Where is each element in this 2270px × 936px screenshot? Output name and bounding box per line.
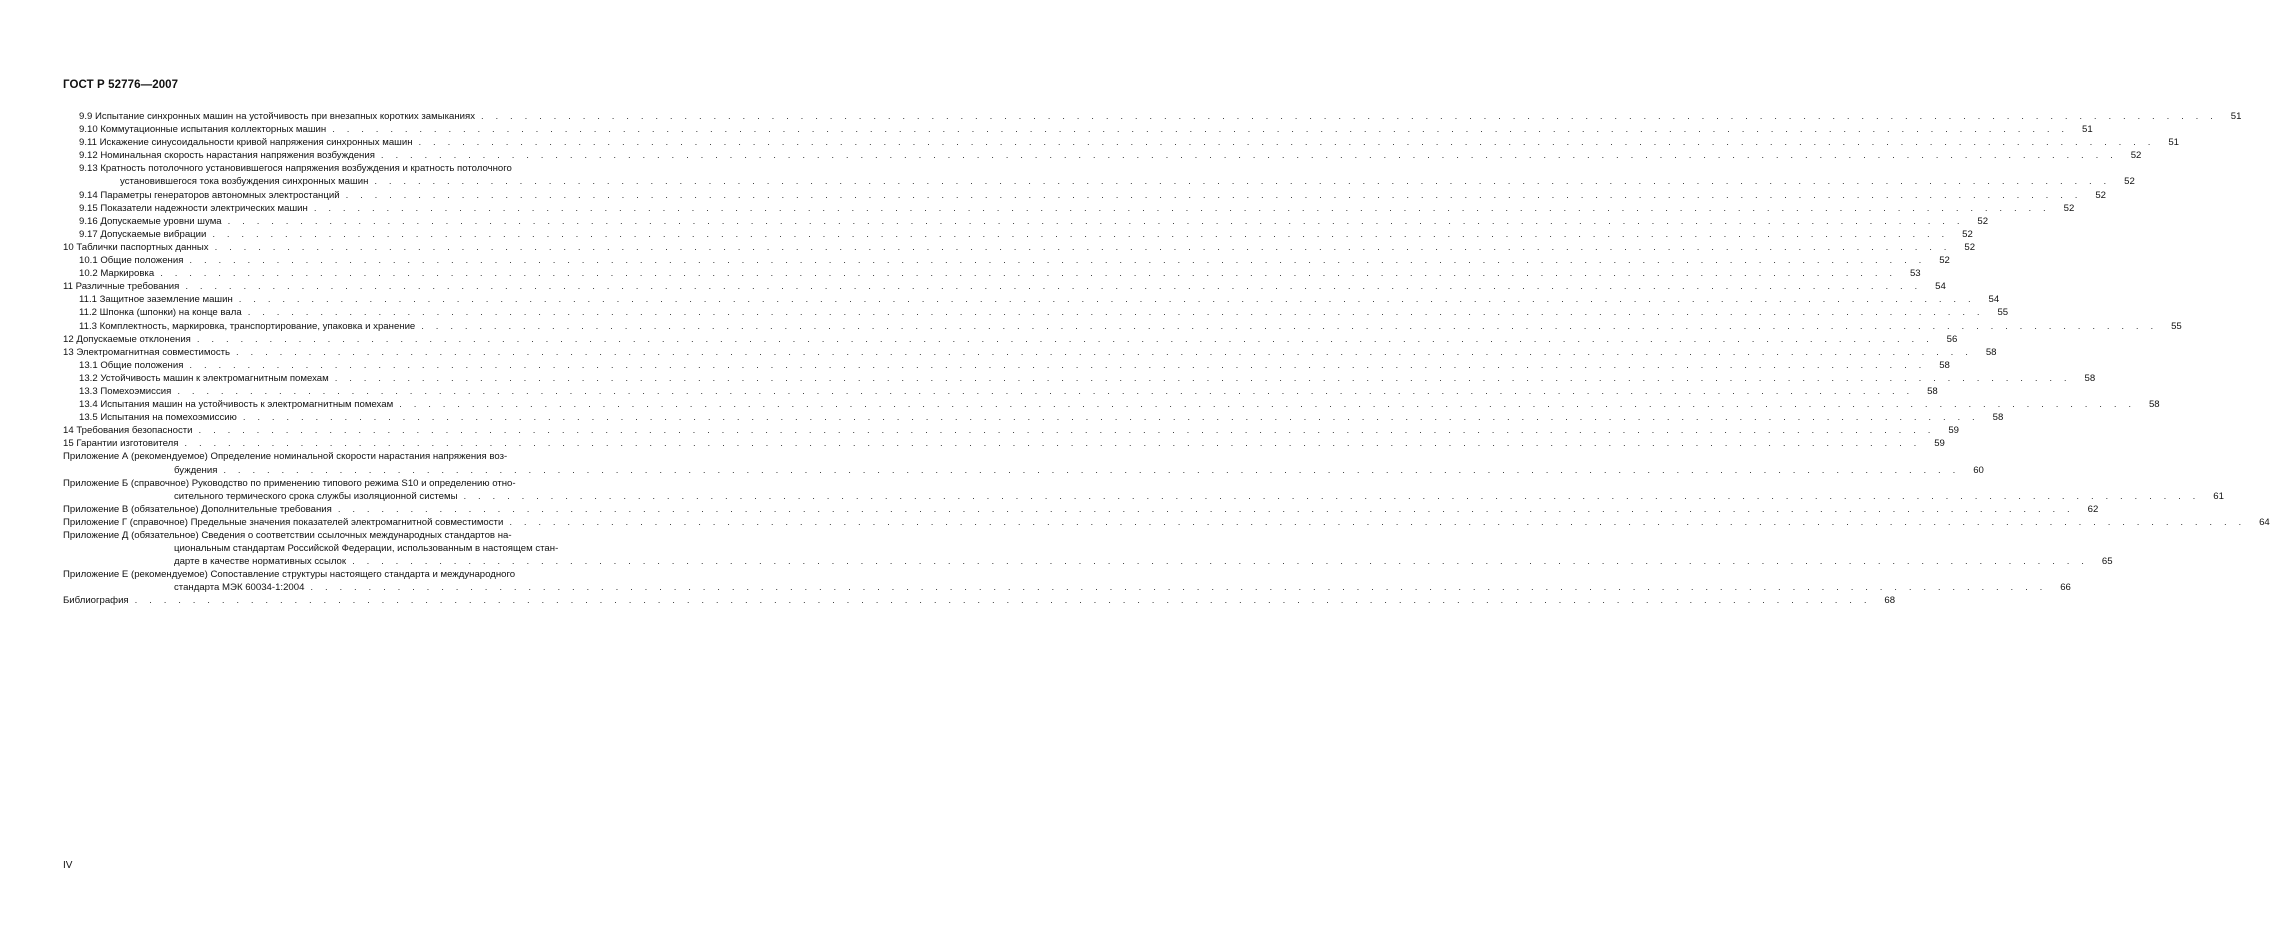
toc-entry-title: 9.14 Параметры генераторов автономных электростанций [79, 189, 340, 201]
toc-entry[interactable] [63, 411, 2004, 424]
toc-entry-title: дарте в качестве нормативных ссылок [174, 556, 347, 568]
dot-leader: . . . . . . . . . . . . . . . . . . . . . . . . . . . . . . . . . . . . . . . . . . . . . . . . . . . . . . . . . . . . . . . . . . . . . . . . . . . . . . . . . . . . . . . . . . . . . . . . . . . . . . . . . . . . . . . . . . . . . . . . [337, 503, 2075, 515]
toc-entry[interactable] [63, 516, 2270, 529]
toc-entry[interactable] [63, 333, 1958, 346]
toc-entry-page: 54 [1935, 281, 1946, 293]
toc-entry-page: 62 [2087, 503, 2099, 515]
dot-leader: . . . . . . . . . . . . . . . . . . . . . . . . . . . . . . . . . . . . . . . . . . . . . . . . . . . . . . . . . . . . . . . . . . . . . . . . . . . . . . . . . . . . . . . . . . . . . . . . . . . . . . . . . . . . . . . . . . . . . . . . [463, 490, 2200, 502]
toc-entry[interactable] [63, 346, 1997, 359]
dot-leader: . . . . . . . . . . . . . . . . . . . . . . . . . . . . . . . . . . . . . . . . . . . . . . . . . . . . . . . . . . . . . . . . . . . . . . . . . . . . . . . . . . . . . . . . . . . . . . . . . . . . . . . . . . . . . . . . . . . . . . . . [481, 111, 2218, 122]
page-number: IV [63, 860, 73, 871]
toc-entry-title: сительного термического срока службы изоляционной системы [174, 490, 458, 502]
dot-leader: . . . . . . . . . . . . . . . . . . . . . . . . . . . . . . . . . . . . . . . . . . . . . . . . . . . . . . . . . . . . . . . . . . . . . . . . . . . . . . . . . . . . . . . . . . . . . . . . . . . . . . . . . . . . . . . . . . . . . . . . [313, 202, 2051, 214]
page-header: ГОСТ Р 52776—2007 [63, 79, 179, 91]
toc-entry[interactable] [63, 359, 1950, 372]
toc-entry-title: 13.5 Испытания на помехоэмиссию [79, 412, 237, 424]
dot-leader: . . . . . . . . . . . . . . . . . . . . . . . . . . . . . . . . . . . . . . . . . . . . . . . . . . . . . . . . . . . . . . . . . . . . . . . . . . . . . . . . . . . . . . . . . . . . . . . . . . . . . . . . . . . . . . . . . . . . . . . . [184, 438, 1921, 450]
toc-entry-page: 52 [2130, 150, 2142, 162]
toc-entry-page: 52 [1977, 215, 1989, 227]
toc-entry[interactable] [63, 267, 1921, 280]
toc-entry-page: 52 [2095, 189, 2107, 201]
toc-entry-title: стандарта МЭК 60034-1:2004 [174, 582, 305, 594]
toc-entry-title: 13.3 Помехоэмиссия [79, 385, 172, 397]
dot-leader: . . . . . . . . . . . . . . . . . . . . . . . . . . . . . . . . . . . . . . . . . . . . . . . . . . . . . . . . . . . . . . . . . . . . . . . . . . . . . . . . . . . . . . . . . . . . . . . . . . . . . . . . . . . . . . . . . . . . . . . . [242, 412, 1980, 424]
dot-leader: . . . . . . . . . . . . . . . . . . . . . . . . . . . . . . . . . . . . . . . . . . . . . . . . . . . . . . . . . . . . . . . . . . . . . . . . . . . . . . . . . . . . . . . . . . . . . . . . . . . . . . . . . . . . . . . . . . . . . . . . [196, 333, 1934, 345]
toc-entry-title: 9.15 Показатели надежности электрических машин [79, 202, 308, 214]
toc-entry-title: Библиография [63, 595, 129, 607]
toc-entry-page: 55 [2171, 320, 2182, 332]
toc-entry-page: 65 [2101, 556, 2113, 568]
toc-entry[interactable] [63, 385, 1938, 398]
toc-entry-title: 9.16 Допускаемые уровни шума [79, 215, 222, 227]
dot-leader: . . . . . . . . . . . . . . . . . . . . . . . . . . . . . . . . . . . . . . . . . . . . . . . . . . . . . . . . . . . . . . . . . . . . . . . . . . . . . . . . . . . . . . . . . . . . . . . . . . . . . . . . . . . . . . . . . . . . . . . . [418, 137, 2155, 149]
toc-entry-page: 59 [1948, 425, 1959, 437]
dot-leader: . . . . . . . . . . . . . . . . . . . . . . . . . . . . . . . . . . . . . . . . . . . . . . . . . . . . . . . . . . . . . . . . . . . . . . . . . . . . . . . . . . . . . . . . . . . . . . . . . . . . . . . . . . . . . . . . . . . . . . . . [374, 176, 2111, 188]
toc-entry-title: 9.10 Коммутационные испытания коллекторных машин [79, 124, 327, 136]
toc-entry-page: 61 [2213, 490, 2224, 502]
dot-leader: . . . . . . . . . . . . . . . . . . . . . . . . . . . . . . . . . . . . . . . . . . . . . . . . . . . . . . . . . . . . . . . . . . . . . . . . . . . . . . . . . . . . . . . . . . . . . . . . . . . . . . . . . . . . . . . . . . . . . . . . [198, 425, 1935, 437]
toc-entry[interactable] [63, 320, 2182, 333]
toc-entry-page: 54 [1988, 294, 2000, 306]
dot-leader: . . . . . . . . . . . . . . . . . . . . . . . . . . . . . . . . . . . . . . . . . . . . . . . . . . . . . . . . . . . . . . . . . . . . . . . . . . . . . . . . . . . . . . . . . . . . . . . . . . . . . . . . . . . . . . . . . . . . . . . . [189, 255, 1926, 267]
toc-entry[interactable] [63, 477, 2224, 503]
dot-leader: . . . . . . . . . . . . . . . . . . . . . . . . . . . . . . . . . . . . . . . . . . . . . . . . . . . . . . . . . . . . . . . . . . . . . . . . . . . . . . . . . . . . . . . . . . . . . . . . . . . . . . . . . . . . . . . . . . . . . . . . [334, 372, 2072, 384]
dot-leader: . . . . . . . . . . . . . . . . . . . . . . . . . . . . . . . . . . . . . . . . . . . . . . . . . . . . . . . . . . . . . . . . . . . . . . . . . . . . . . . . . . . . . . . . . . . . . . . . . . . . . . . . . . . . . . . . . . . . . . . . [177, 385, 1914, 397]
toc-entry-title: 9.17 Допускаемые вибрации [79, 228, 207, 240]
toc-entry-title-line: 9.13 Кратность потолочного установившегося напряжения возбуждения и кратность потолочного [79, 163, 512, 175]
dot-leader: . . . . . . . . . . . . . . . . . . . . . . . . . . . . . . . . . . . . . . . . . . . . . . . . . . . . . . . . . . . . . . . . . . . . . . . . . . . . . . . . . . . . . . . . . . . . . . . . . . . . . . . . . . . . . . . . . . . . . . . . [238, 294, 1976, 306]
dot-leader: . . . . . . . . . . . . . . . . . . . . . . . . . . . . . . . . . . . . . . . . . . . . . . . . . . . . . . . . . . . . . . . . . . . . . . . . . . . . . . . . . . . . . . . . . . . . . . . . . . . . . . . . . . . . . . . . . . . . . . . . [345, 189, 2083, 201]
toc-entry-page: 51 [2082, 124, 2093, 136]
dot-leader: . . . . . . . . . . . . . . . . . . . . . . . . . . . . . . . . . . . . . . . . . . . . . . . . . . . . . . . . . . . . . . . . . . . . . . . . . . . . . . . . . . . . . . . . . . . . . . . . . . . . . . . . . . . . . . . . . . . . . . . . [380, 150, 2118, 162]
toc-entry-title-line: Приложение Б (справочное) Руководство по применению типового режима S10 и определению отно- [63, 477, 516, 489]
toc-entry-page: 58 [1985, 346, 1997, 358]
toc-entry-page: 60 [1973, 464, 1984, 476]
toc-entry-title: 11 Различные требования [63, 281, 180, 293]
toc-entry-page: 58 [1939, 359, 1950, 371]
toc-entry-title-line: Приложение Е (рекомендуемое) Сопоставление структуры настоящего стандарта и международного [63, 569, 516, 581]
toc-entry-page: 52 [1939, 255, 1950, 267]
toc-entry-title: 13.1 Общие положения [79, 359, 184, 371]
dot-leader: . . . . . . . . . . . . . . . . . . . . . . . . . . . . . . . . . . . . . . . . . . . . . . . . . . . . . . . . . . . . . . . . . . . . . . . . . . . . . . . . . . . . . . . . . . . . . . . . . . . . . . . . . . . . . . . . . . . . . . . . [310, 582, 2047, 594]
toc-entry[interactable] [63, 424, 1959, 437]
dot-leader: . . . . . . . . . . . . . . . . . . . . . . . . . . . . . . . . . . . . . . . . . . . . . . . . . . . . . . . . . . . . . . . . . . . . . . . . . . . . . . . . . . . . . . . . . . . . . . . . . . . . . . . . . . . . . . . . . . . . . . . . [223, 464, 1960, 476]
toc-entry[interactable] [63, 372, 2096, 385]
toc-entry[interactable] [63, 450, 1984, 476]
toc-entry-title-line: Приложение Д (обязательное) Сведения о соответствии ссылочных международных стандартов на- [63, 530, 512, 541]
toc-entry-page: 66 [2060, 582, 2071, 594]
toc-entry[interactable] [63, 594, 1896, 607]
toc-entry[interactable] [63, 228, 1973, 241]
dot-leader: . . . . . . . . . . . . . . . . . . . . . . . . . . . . . . . . . . . . . . . . . . . . . . . . . . . . . . . . . . . . . . . . . . . . . . . . . . . . . . . . . . . . . . . . . . . . . . . . . . . . . . . . . . . . . . . . . . . . . . . . [185, 281, 1922, 293]
toc-entry-page: 64 [2259, 516, 2270, 528]
toc-entry-page: 58 [2148, 399, 2160, 411]
toc-entry-title: 11.2 Шпонка (шпонки) на конце вала [79, 307, 242, 319]
dot-leader: . . . . . . . . . . . . . . . . . . . . . . . . . . . . . . . . . . . . . . . . . . . . . . . . . . . . . . . . . . . . . . . . . . . . . . . . . . . . . . . . . . . . . . . . . . . . . . . . . . . . . . . . . . . . . . . . . . . . . . . . [214, 241, 1952, 253]
dot-leader: . . . . . . . . . . . . . . . . . . . . . . . . . . . . . . . . . . . . . . . . . . . . . . . . . . . . . . . . . . . . . . . . . . . . . . . . . . . . . . . . . . . . . . . . . . . . . . . . . . . . . . . . . . . . . . . . . . . . . . . . [236, 346, 1973, 358]
toc-entry[interactable] [63, 149, 2142, 162]
toc-entry[interactable] [63, 162, 2135, 188]
toc-entry-title: 11.1 Защитное заземление машин [79, 294, 233, 306]
toc-entry[interactable] [63, 503, 2099, 516]
toc-entry-page: 55 [1997, 307, 2009, 319]
toc-entry[interactable] [63, 241, 1976, 254]
toc-entry[interactable] [63, 529, 2113, 568]
toc-entry-page: 52 [1962, 228, 1973, 240]
dot-leader: . . . . . . . . . . . . . . . . . . . . . . . . . . . . . . . . . . . . . . . . . . . . . . . . . . . . . . . . . . . . . . . . . . . . . . . . . . . . . . . . . . . . . . . . . . . . . . . . . . . . . . . . . . . . . . . . . . . . . . . . [332, 124, 2069, 136]
toc-entry-title: 13 Электромагнитная совместимость [63, 346, 231, 358]
toc-entry-title: 11.3 Комплектность, маркировка, транспортирование, упаковка и хранение [79, 320, 416, 332]
toc-entry-page: 58 [1992, 412, 2004, 424]
toc-entry[interactable] [63, 215, 1989, 228]
dot-leader: . . . . . . . . . . . . . . . . . . . . . . . . . . . . . . . . . . . . . . . . . . . . . . . . . . . . . . . . . . . . . . . . . . . . . . . . . . . . . . . . . . . . . . . . . . . . . . . . . . . . . . . . . . . . . . . . . . . . . . . . [509, 516, 2246, 528]
dot-leader: . . . . . . . . . . . . . . . . . . . . . . . . . . . . . . . . . . . . . . . . . . . . . . . . . . . . . . . . . . . . . . . . . . . . . . . . . . . . . . . . . . . . . . . . . . . . . . . . . . . . . . . . . . . . . . . . . . . . . . . . [399, 399, 2136, 411]
toc-entry-title: 10.2 Маркировка [79, 268, 155, 280]
dot-leader: . . . . . . . . . . . . . . . . . . . . . . . . . . . . . . . . . . . . . . . . . . . . . . . . . . . . . . . . . . . . . . . . . . . . . . . . . . . . . . . . . . . . . . . . . . . . . . . . . . . . . . . . . . . . . . . . . . . . . . . . [160, 268, 1897, 280]
toc-entry-page: 53 [1909, 268, 1921, 280]
toc-entry-page: 68 [1884, 595, 1896, 607]
toc-entry-title: 13.4 Испытания машин на устойчивость к электромагнитным помехам [79, 399, 394, 411]
toc-entry[interactable] [63, 123, 2093, 136]
toc-entry-title: 9.9 Испытание синхронных машин на устойчивость при внезапных коротких замыканиях [79, 111, 475, 122]
toc-entry-title: 10.1 Общие положения [79, 255, 184, 267]
dot-leader: . . . . . . . . . . . . . . . . . . . . . . . . . . . . . . . . . . . . . . . . . . . . . . . . . . . . . . . . . . . . . . . . . . . . . . . . . . . . . . . . . . . . . . . . . . . . . . . . . . . . . . . . . . . . . . . . . . . . . . . . [421, 320, 2158, 332]
dot-leader: . . . . . . . . . . . . . . . . . . . . . . . . . . . . . . . . . . . . . . . . . . . . . . . . . . . . . . . . . . . . . . . . . . . . . . . . . . . . . . . . . . . . . . . . . . . . . . . . . . . . . . . . . . . . . . . . . . . . . . . . [212, 228, 1949, 240]
toc-entry-title-line: циональным стандартам Российской Федерации, использованным в настоящем стан- [174, 543, 559, 555]
toc-entry-page: 52 [2063, 202, 2075, 214]
toc-entry-title: 13.2 Устойчивость машин к электромагнитным помехам [79, 372, 329, 384]
toc-entry-title: 12 Допускаемые отклонения [63, 333, 191, 345]
dot-leader: . . . . . . . . . . . . . . . . . . . . . . . . . . . . . . . . . . . . . . . . . . . . . . . . . . . . . . . . . . . . . . . . . . . . . . . . . . . . . . . . . . . . . . . . . . . . . . . . . . . . . . . . . . . . . . . . . . . . . . . . [189, 359, 1926, 371]
toc-entry-title: 14 Требования безопасности [63, 425, 193, 437]
toc-entry[interactable] [63, 568, 2071, 594]
toc-entry-title: 9.11 Искажение синусоидальности кривой напряжения синхронных машин [79, 137, 413, 149]
toc-entry[interactable] [63, 437, 1945, 450]
dot-leader: . . . . . . . . . . . . . . . . . . . . . . . . . . . . . . . . . . . . . . . . . . . . . . . . . . . . . . . . . . . . . . . . . . . . . . . . . . . . . . . . . . . . . . . . . . . . . . . . . . . . . . . . . . . . . . . . . . . . . . . . [227, 215, 1965, 227]
toc-entry-title-line: Приложение А (рекомендуемое) Определение номинальной скорости нарастания напряжения воз- [63, 451, 508, 463]
toc-entry[interactable] [63, 136, 2179, 149]
toc-entry[interactable] [63, 398, 2160, 411]
toc-entry-title: Приложение В (обязательное) Дополнительные требования [63, 503, 332, 515]
toc-entry-page: 56 [1946, 333, 1958, 345]
toc-entry-title: 10 Таблички паспортных данных [63, 241, 209, 253]
dot-leader: . . . . . . . . . . . . . . . . . . . . . . . . . . . . . . . . . . . . . . . . . . . . . . . . . . . . . . . . . . . . . . . . . . . . . . . . . . . . . . . . . . . . . . . . . . . . . . . . . . . . . . . . . . . . . . . . . . . . . . . . [352, 556, 2089, 568]
toc-entry-title: буждения [174, 464, 218, 476]
toc-entry-page: 52 [2124, 176, 2135, 188]
toc-entry-title: установившегося тока возбуждения синхронных машин [120, 176, 369, 188]
toc-entry-page: 52 [1964, 241, 1976, 253]
toc-entry[interactable] [63, 254, 1950, 267]
toc-entry-page: 58 [1927, 385, 1938, 397]
toc-entry-page: 59 [1934, 438, 1945, 450]
dot-leader: . . . . . . . . . . . . . . . . . . . . . . . . . . . . . . . . . . . . . . . . . . . . . . . . . . . . . . . . . . . . . . . . . . . . . . . . . . . . . . . . . . . . . . . . . . . . . . . . . . . . . . . . . . . . . . . . . . . . . . . . [134, 595, 1872, 607]
toc-entry[interactable] [63, 306, 2009, 319]
table-of-contents [63, 110, 2270, 608]
toc-entry-title: 15 Гарантии изготовителя [63, 438, 179, 450]
toc-entry-page: 51 [2230, 111, 2242, 122]
toc-entry[interactable] [63, 280, 1946, 293]
toc-entry-page: 58 [2084, 372, 2096, 384]
toc-entry[interactable] [63, 293, 2000, 306]
toc-entry-title: 9.12 Номинальная скорость нарастания напряжения возбуждения [79, 150, 375, 162]
toc-entry[interactable] [63, 189, 2107, 202]
toc-entry-title: Приложение Г (справочное) Предельные значения показателей электромагнитной совместимости [63, 516, 504, 528]
dot-leader: . . . . . . . . . . . . . . . . . . . . . . . . . . . . . . . . . . . . . . . . . . . . . . . . . . . . . . . . . . . . . . . . . . . . . . . . . . . . . . . . . . . . . . . . . . . . . . . . . . . . . . . . . . . . . . . . . . . . . . . . [247, 307, 1985, 319]
toc-entry-page: 51 [2168, 137, 2179, 149]
toc-entry[interactable] [63, 202, 2075, 215]
toc-entry[interactable] [63, 110, 2242, 123]
